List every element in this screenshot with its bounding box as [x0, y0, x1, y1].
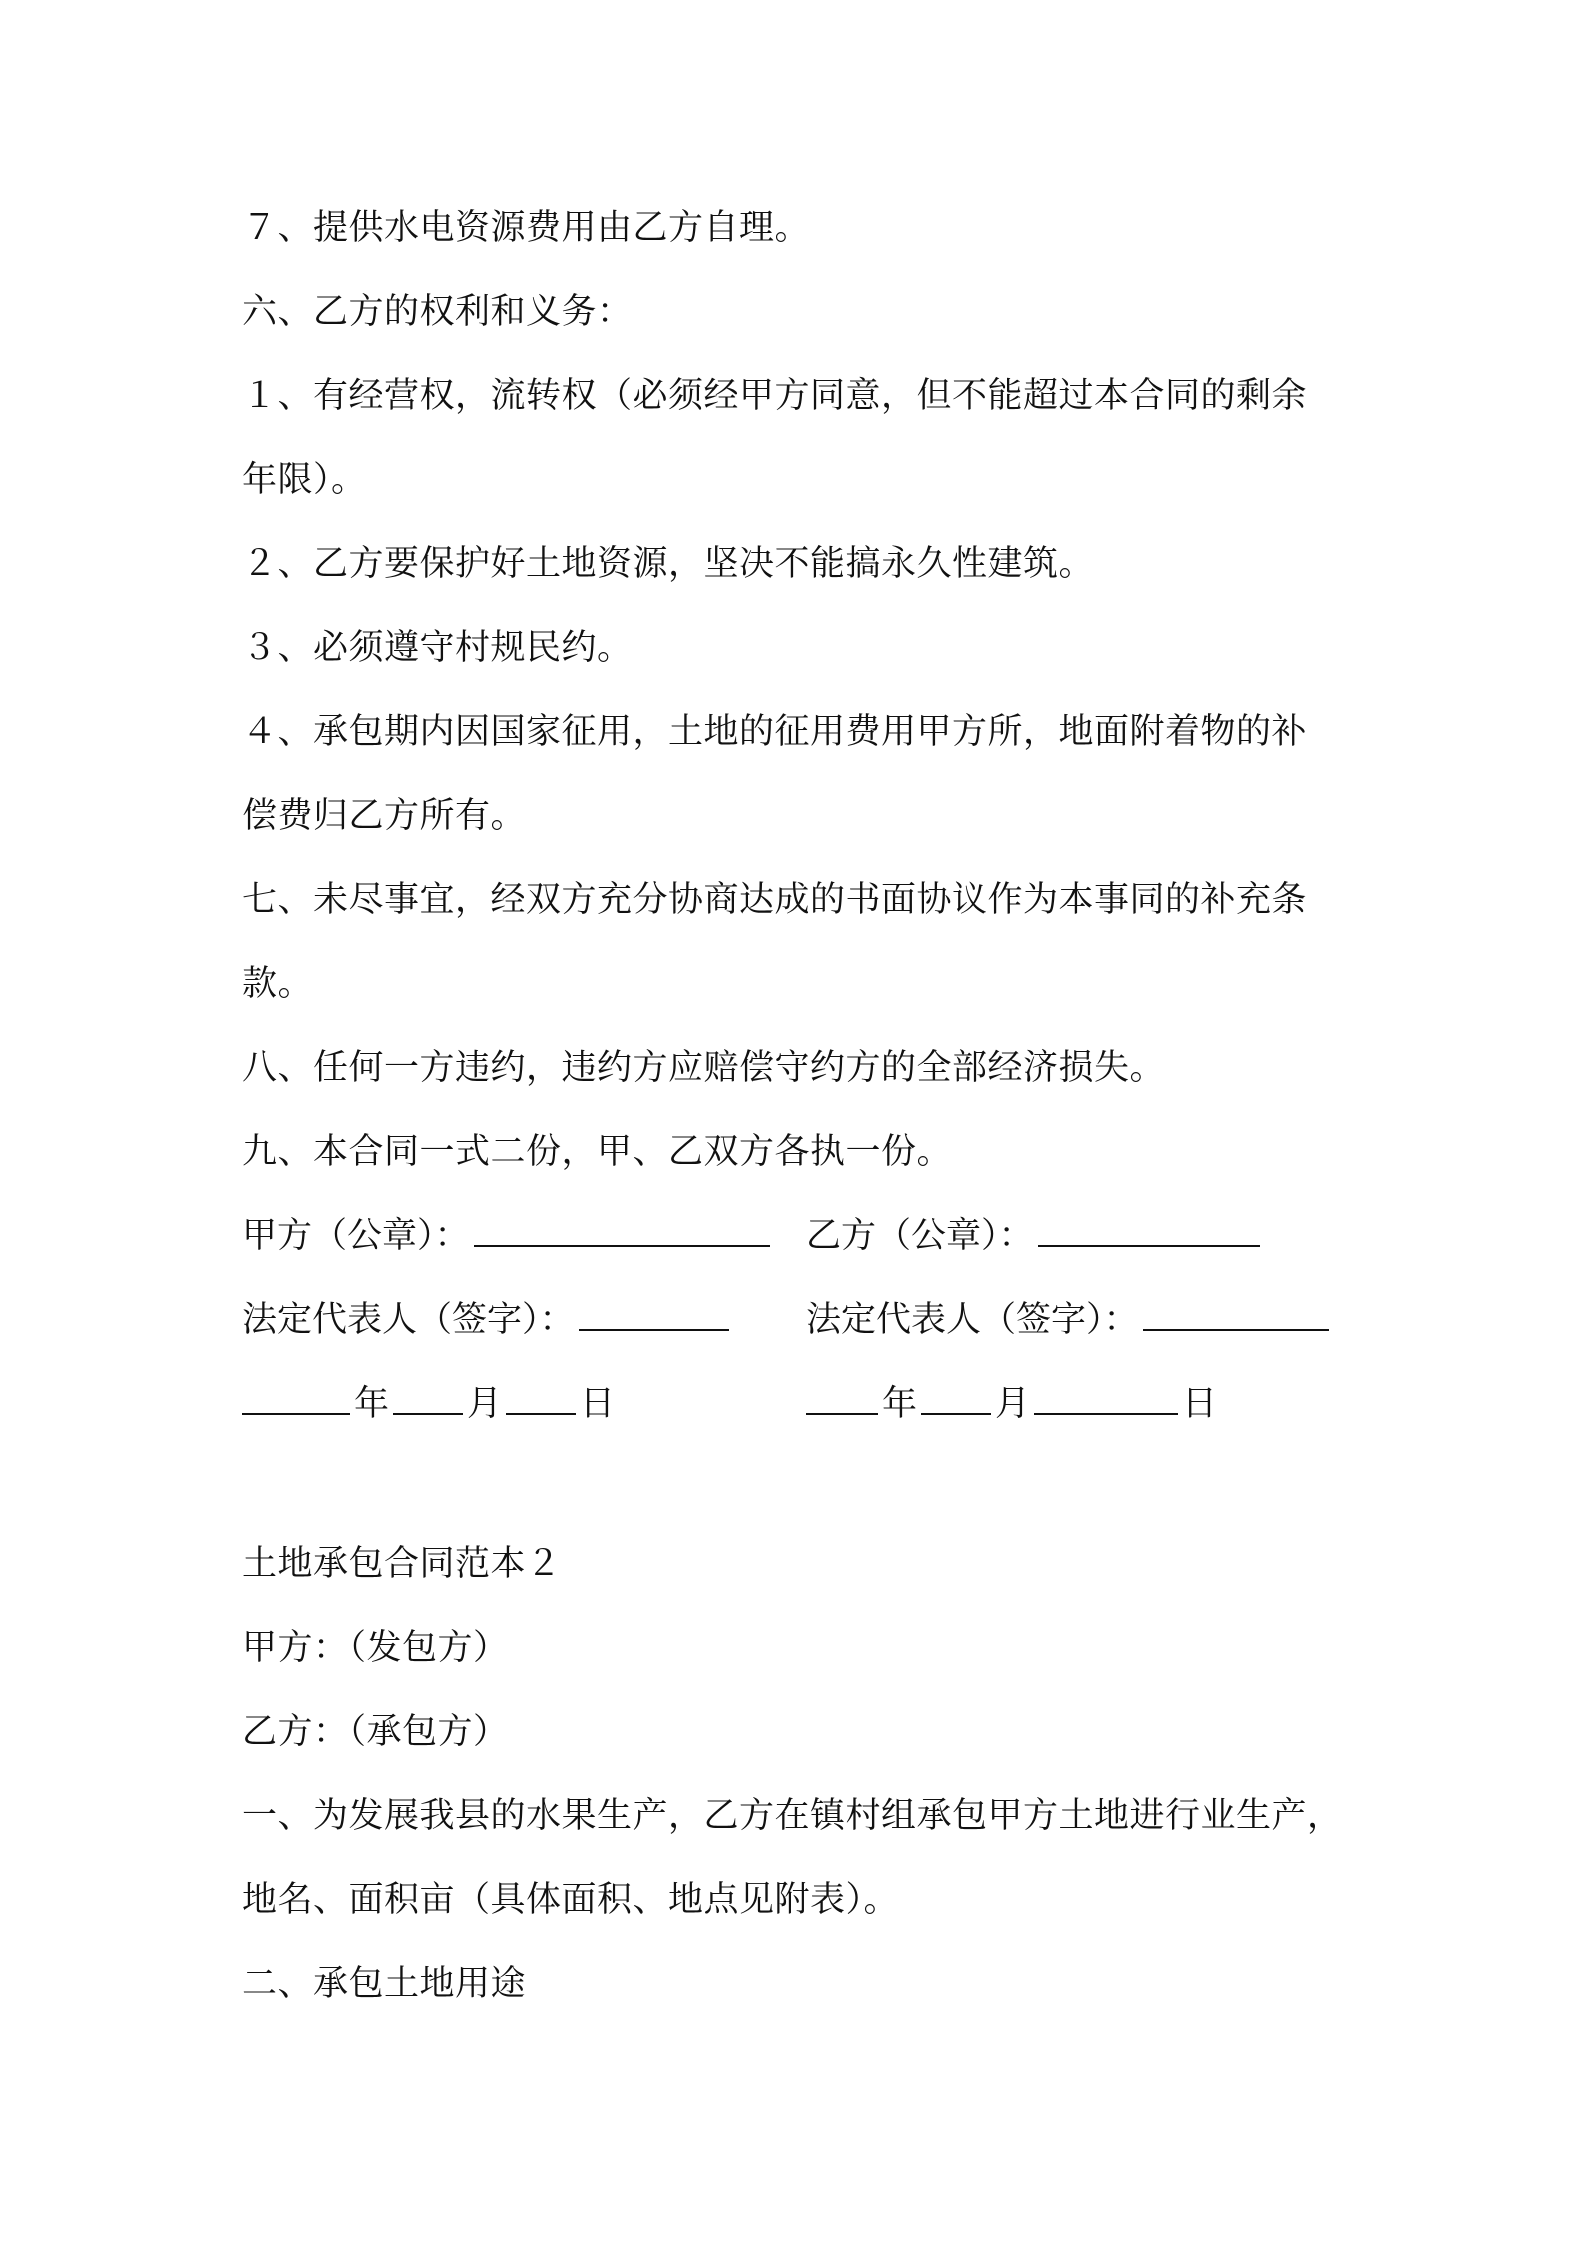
date-a-day-label: 日	[580, 1384, 616, 1424]
party-b-contractor: 乙方：（承包方）	[242, 1712, 509, 1752]
date-b-month-blank	[921, 1379, 991, 1415]
section-7-continuation: 款。	[242, 964, 314, 1004]
clause-1-continuation: 年限）。	[242, 460, 367, 500]
date-a-month-label: 月	[467, 1384, 503, 1424]
date-b-day-blank	[1034, 1379, 1178, 1415]
date-a-month-blank	[393, 1379, 463, 1415]
date-b-year-label: 年	[882, 1384, 918, 1424]
date-b-year-blank	[806, 1379, 878, 1415]
party-a-seal-label: 甲方（公章）：	[242, 1216, 470, 1256]
section-9-copies: 九、本合同一式二份，甲、乙双方各执一份。	[242, 1132, 953, 1172]
clause-4-expropriation: ４、承包期内因国家征用，土地的征用费用甲方所，地面附着物的补	[242, 712, 1308, 752]
date-a-day-blank	[506, 1379, 576, 1415]
rep-b-sign-field	[806, 1294, 1333, 1346]
clause-4-continuation: 偿费归乙方所有。	[242, 796, 527, 836]
rep-b-sign-blank	[1143, 1295, 1329, 1331]
party-a-contractor-issuer: 甲方：（发包方）	[242, 1628, 509, 1668]
clause-2-protect-land: ２、乙方要保护好土地资源，坚决不能搞永久性建筑。	[242, 544, 1095, 584]
section-8-breach: 八、任何一方违约，违约方应赔偿守约方的全部经济损失。	[242, 1048, 1166, 1088]
rep-b-sign-label: 法定代表人（签字）：	[806, 1300, 1139, 1340]
party-b-seal-field	[806, 1210, 1264, 1262]
contract-template-2-title: 土地承包合同范本２	[242, 1544, 562, 1584]
rep-a-sign-blank	[579, 1295, 729, 1331]
date-b-day-label: 日	[1182, 1384, 1218, 1424]
section-7-supplement: 七、未尽事宜，经双方充分协商达成的书面协议作为本事同的补充条	[242, 880, 1308, 920]
party-b-seal-blank	[1038, 1211, 1260, 1247]
party-b-seal-label: 乙方（公章）：	[806, 1216, 1034, 1256]
clause-1-area-location: 地名、面积亩（具体面积、地点见附表）。	[242, 1880, 900, 1920]
section-2-land-use-heading: 二、承包土地用途	[242, 1964, 527, 2004]
clause-7-water-electricity: ７、提供水电资源费用由乙方自理。	[242, 208, 811, 248]
rep-a-sign-field	[242, 1294, 733, 1346]
date-a-field	[242, 1378, 615, 1430]
date-b-field	[806, 1378, 1217, 1430]
date-b-month-label: 月	[995, 1384, 1031, 1424]
party-a-seal-blank	[474, 1211, 770, 1247]
date-a-year-label: 年	[354, 1384, 390, 1424]
clause-3-village-rules: ３、必须遵守村规民约。	[242, 628, 633, 668]
rep-a-sign-label: 法定代表人（签字）：	[242, 1300, 575, 1340]
section-6-heading: 六、乙方的权利和义务：	[242, 292, 633, 332]
clause-1-operating-right: １、有经营权，流转权（必须经甲方同意，但不能超过本合同的剩余	[242, 376, 1308, 416]
clause-1-fruit-production: 一、为发展我县的水果生产，乙方在镇村组承包甲方土地进行业生产，	[242, 1796, 1343, 1836]
date-a-year-blank	[242, 1379, 350, 1415]
party-a-seal-field	[242, 1210, 774, 1262]
